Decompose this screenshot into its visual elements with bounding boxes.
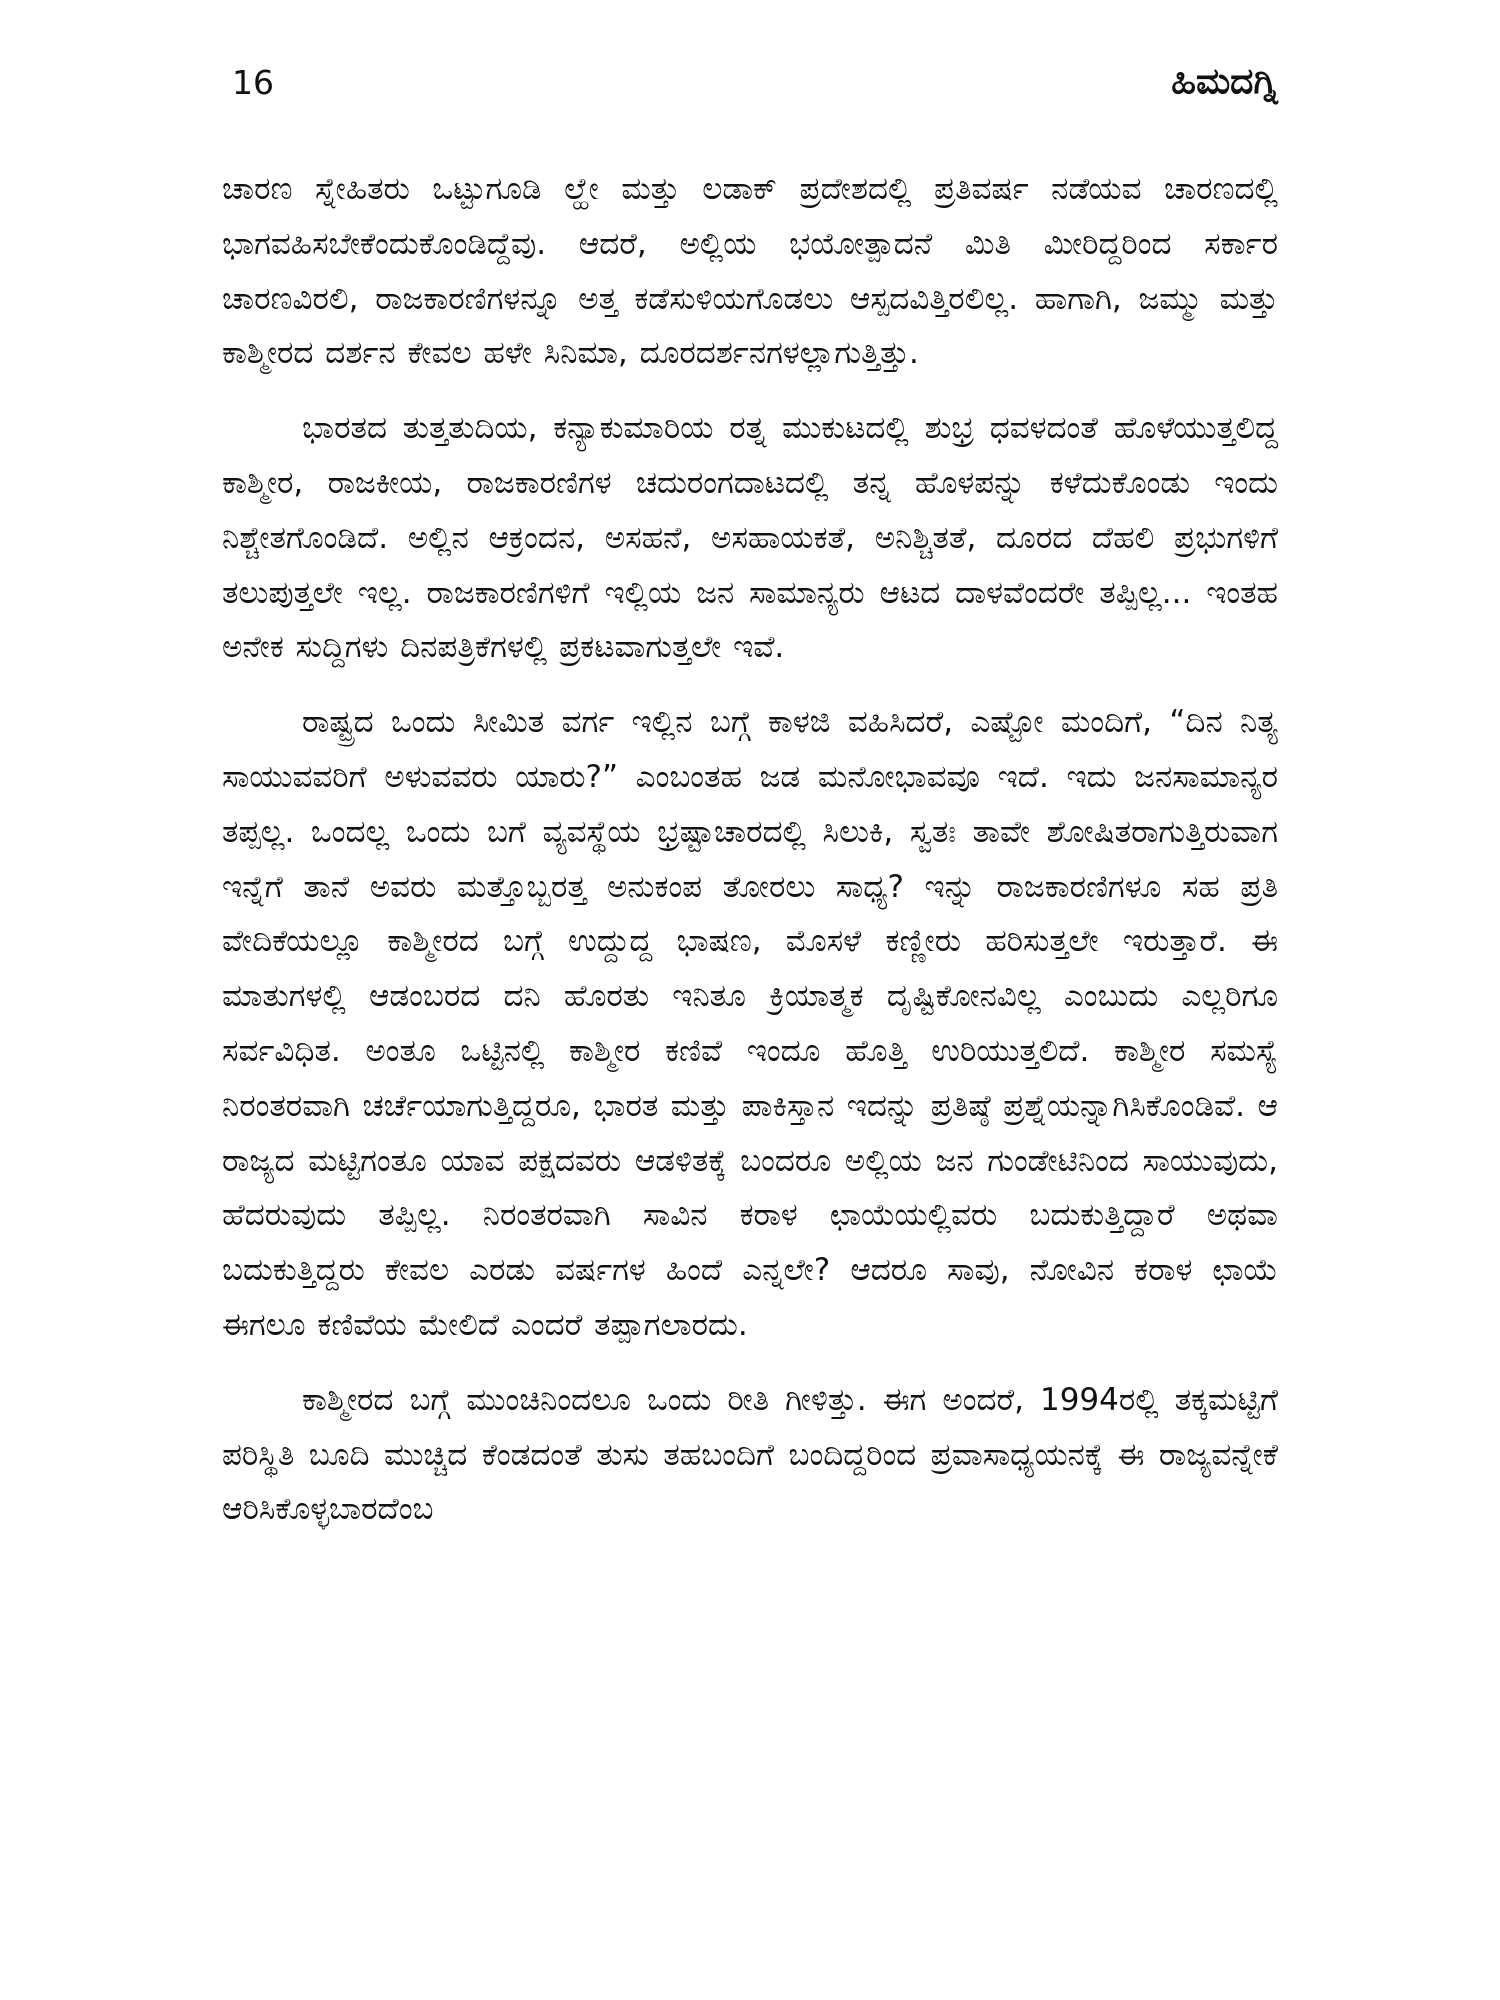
paragraph-2: ಭಾರತದ ತುತ್ತತುದಿಯ, ಕನ್ಯಾಕುಮಾರಿಯ ರತ್ನ ಮುಕುಟದಲ್ಲಿ ಶುಭ್ರ ಧವಳದಂತೆ ಹೊಳೆಯುತ್ತಲಿದ್ದ ಕಾಶ್ಮೀರ, ರಾಜಕೀಯ, ರಾಜಕಾರಣಿಗಳ ಚದುರಂಗದಾಟದಲ್ಲಿ ತನ್ನ ಹೊಳಪನ್ನು ಕಳೆದುಕೊಂಡು ಇಂದು ನಿಶ್ಚೇತಗೊಂಡಿದೆ. ಅಲ್ಲಿನ ಆಕ್ರಂದನ, ಅಸಹನೆ, ಅಸಹಾಯಕತೆ, ಅನಿಶ್ಚಿತತೆ, ದೂರದ ದೆಹಲಿ ಪ್ರಭುಗಳಿಗೆ ತಲುಪುತ್ತಲೇ ಇಲ್ಲ. ರಾಜಕಾರಣಿಗಳಿಗೆ ಇಲ್ಲಿಯ ಜನ ಸಾಮಾನ್ಯರು ಆಟದ ದಾಳವೆಂದರೇ ತಪ್ಪಿಲ್ಲ... ಇಂತಹ ಅನೇಕ ಸುದ್ದಿಗಳು ದಿನಪತ್ರಿಕೆಗಳಲ್ಲಿ ಪ್ರಕಟವಾಗುತ್ತಲೇ ಇವೆ. bbox=[222, 410, 1278, 666]
paragraph-1: ಚಾರಣ ಸ್ನೇಹಿತರು ಒಟ್ಟುಗೂಡಿ ಲ್ಹೇ ಮತ್ತು ಲಡಾಕ್ ಪ್ರದೇಶದಲ್ಲಿ ಪ್ರತಿವರ್ಷ ನಡೆಯವ ಚಾರಣದಲ್ಲಿ ಭಾಗವಹಿಸಬೇಕೆಂದುಕೊಂಡಿದ್ದೆವು. ಆದರೆ, ಅಲ್ಲಿಯ ಭಯೋತ್ಪಾದನೆ ಮಿತಿ ಮೀರಿದ್ದರಿಂದ ಸರ್ಕಾರ ಚಾರಣವಿರಲಿ, ರಾಜಕಾರಣಿಗಳನ್ನೂ ಅತ್ತ ಕಡೆಸುಳಿಯಗೊಡಲು ಆಸ್ಪದವಿತ್ತಿರಲಿಲ್ಲ. ಹಾಗಾಗಿ, ಜಮ್ಮು ಮತ್ತು ಕಾಶ್ಮೀರದ ದರ್ಶನ ಕೇವಲ ಹಳೇ ಸಿನಿಮಾ, ದೂರದರ್ಶನಗಳಲ್ಲಾಗುತ್ತಿತ್ತು. bbox=[222, 171, 1278, 372]
book-title: ಹಿಮದಗ್ನಿ bbox=[1171, 61, 1278, 102]
running-header bbox=[232, 52, 1278, 112]
paragraph-4: ಕಾಶ್ಮೀರದ ಬಗ್ಗೆ ಮುಂಚಿನಿಂದಲೂ ಒಂದು ರೀತಿ ಗೀಳಿತ್ತು. ಈಗ ಅಂದರೆ, 1994ರಲ್ಲಿ ತಕ್ಕಮಟ್ಟಿಗೆ ಪರಿಸ್ಥಿತಿ ಬೂದಿ ಮುಚ್ಚಿದ ಕೆಂಡದಂತೆ ತುಸು ತಹಬಂದಿಗೆ ಬಂದಿದ್ದರಿಂದ ಪ್ರವಾಸಾಧ್ಯಯನಕ್ಕೆ ಈ ರಾಜ್ಯವನ್ನೇಕೆ ಆರಿಸಿಕೊಳ್ಳಬಾರದೆಂಬ bbox=[222, 1381, 1278, 1528]
page-number: 16 bbox=[232, 62, 274, 102]
body-text bbox=[222, 162, 1278, 1557]
paragraph-3: ರಾಷ್ಟ್ರದ ಒಂದು ಸೀಮಿತ ವರ್ಗ ಇಲ್ಲಿನ ಬಗ್ಗೆ ಕಾಳಜಿ ವಹಿಸಿದರೆ, ಎಷ್ಟೋ ಮಂದಿಗೆ, “ದಿನ ನಿತ್ಯ ಸಾಯುವವರಿಗೆ ಅಳುವವರು ಯಾರು?” ಎಂಬಂತಹ ಜಡ ಮನೋಭಾವವೂ ಇದೆ. ಇದು ಜನಸಾಮಾನ್ಯರ ತಪ್ಪಲ್ಲ. ಒಂದಲ್ಲ ಒಂದು ಬಗೆ ವ್ಯವಸ್ಥೆಯ ಭ್ರಷ್ಟಾಚಾರದಲ್ಲಿ ಸಿಲುಕಿ, ಸ್ವತಃ ತಾವೇ ಶೋಷಿತರಾಗುತ್ತಿರುವಾಗ ಇನ್ನೆಗೆ ತಾನೆ ಅವರು ಮತ್ತೊಬ್ಬರತ್ತ ಅನುಕಂಪ ತೋರಲು ಸಾಧ್ಯ? ಇನ್ನು ರಾಜಕಾರಣಿಗಳೂ ಸಹ ಪ್ರತಿ ವೇದಿಕೆಯಲ್ಲೂ ಕಾಶ್ಮೀರದ ಬಗ್ಗೆ ಉದ್ದುದ್ದ ಭಾಷಣ, ಮೊಸಳೆ ಕಣ್ಣೀರು ಹರಿಸುತ್ತಲೇ ಇರುತ್ತಾರೆ. ಈ ಮಾತುಗಳಲ್ಲಿ ಆಡಂಬರದ ದನಿ ಹೊರತು ಇನಿತೂ ಕ್ರಿಯಾತ್ಮಕ ದೃಷ್ಟಿಕೋನವಿಲ್ಲ ಎಂಬುದು ಎಲ್ಲರಿಗೂ ಸರ್ವವಿಧಿತ. ಅಂತೂ ಒಟ್ಟಿನಲ್ಲಿ ಕಾಶ್ಮೀರ ಕಣಿವೆ ಇಂದೂ ಹೊತ್ತಿ ಉರಿಯುತ್ತಲಿದೆ. ಕಾಶ್ಮೀರ ಸಮಸ್ಯೆ ನಿರಂತರವಾಗಿ ಚರ್ಚೆಯಾಗುತ್ತಿದ್ದರೂ, ಭಾರತ ಮತ್ತು ಪಾಕಿಸ್ತಾನ ಇದನ್ನು ಪ್ರತಿಷ್ಠೆ ಪ್ರಶ್ನೆಯನ್ನಾಗಿಸಿಕೊಂಡಿವೆ. ಆ ರಾಜ್ಯದ ಮಟ್ಟಿಗಂತೂ ಯಾವ ಪಕ್ಷದವರು ಆಡಳಿತಕ್ಕೆ ಬಂದರೂ ಅಲ್ಲಿಯ ಜನ ಗುಂಡೇಟಿನಿಂದ ಸಾಯುವುದು, ಹೆದರುವುದು ತಪ್ಪಿಲ್ಲ. ನಿರಂತರವಾಗಿ ಸಾವಿನ ಕರಾಳ ಛಾಯೆಯಲ್ಲಿವರು ಬದುಕುತ್ತಿದ್ದಾರೆ ಅಥವಾ ಬದುಕುತ್ತಿದ್ದರು ಕೇವಲ ಎರಡು ವರ್ಷಗಳ ಹಿಂದೆ ಎನ್ನಲೇ? ಆದರೂ ಸಾವು, ನೋವಿನ ಕರಾಳ ಛಾಯೆ ಈಗಲೂ ಕಣಿವೆಯ ಮೇಲಿದೆ ಎಂದರೆ ತಪ್ಪಾಗಲಾರದು. bbox=[222, 704, 1278, 1343]
